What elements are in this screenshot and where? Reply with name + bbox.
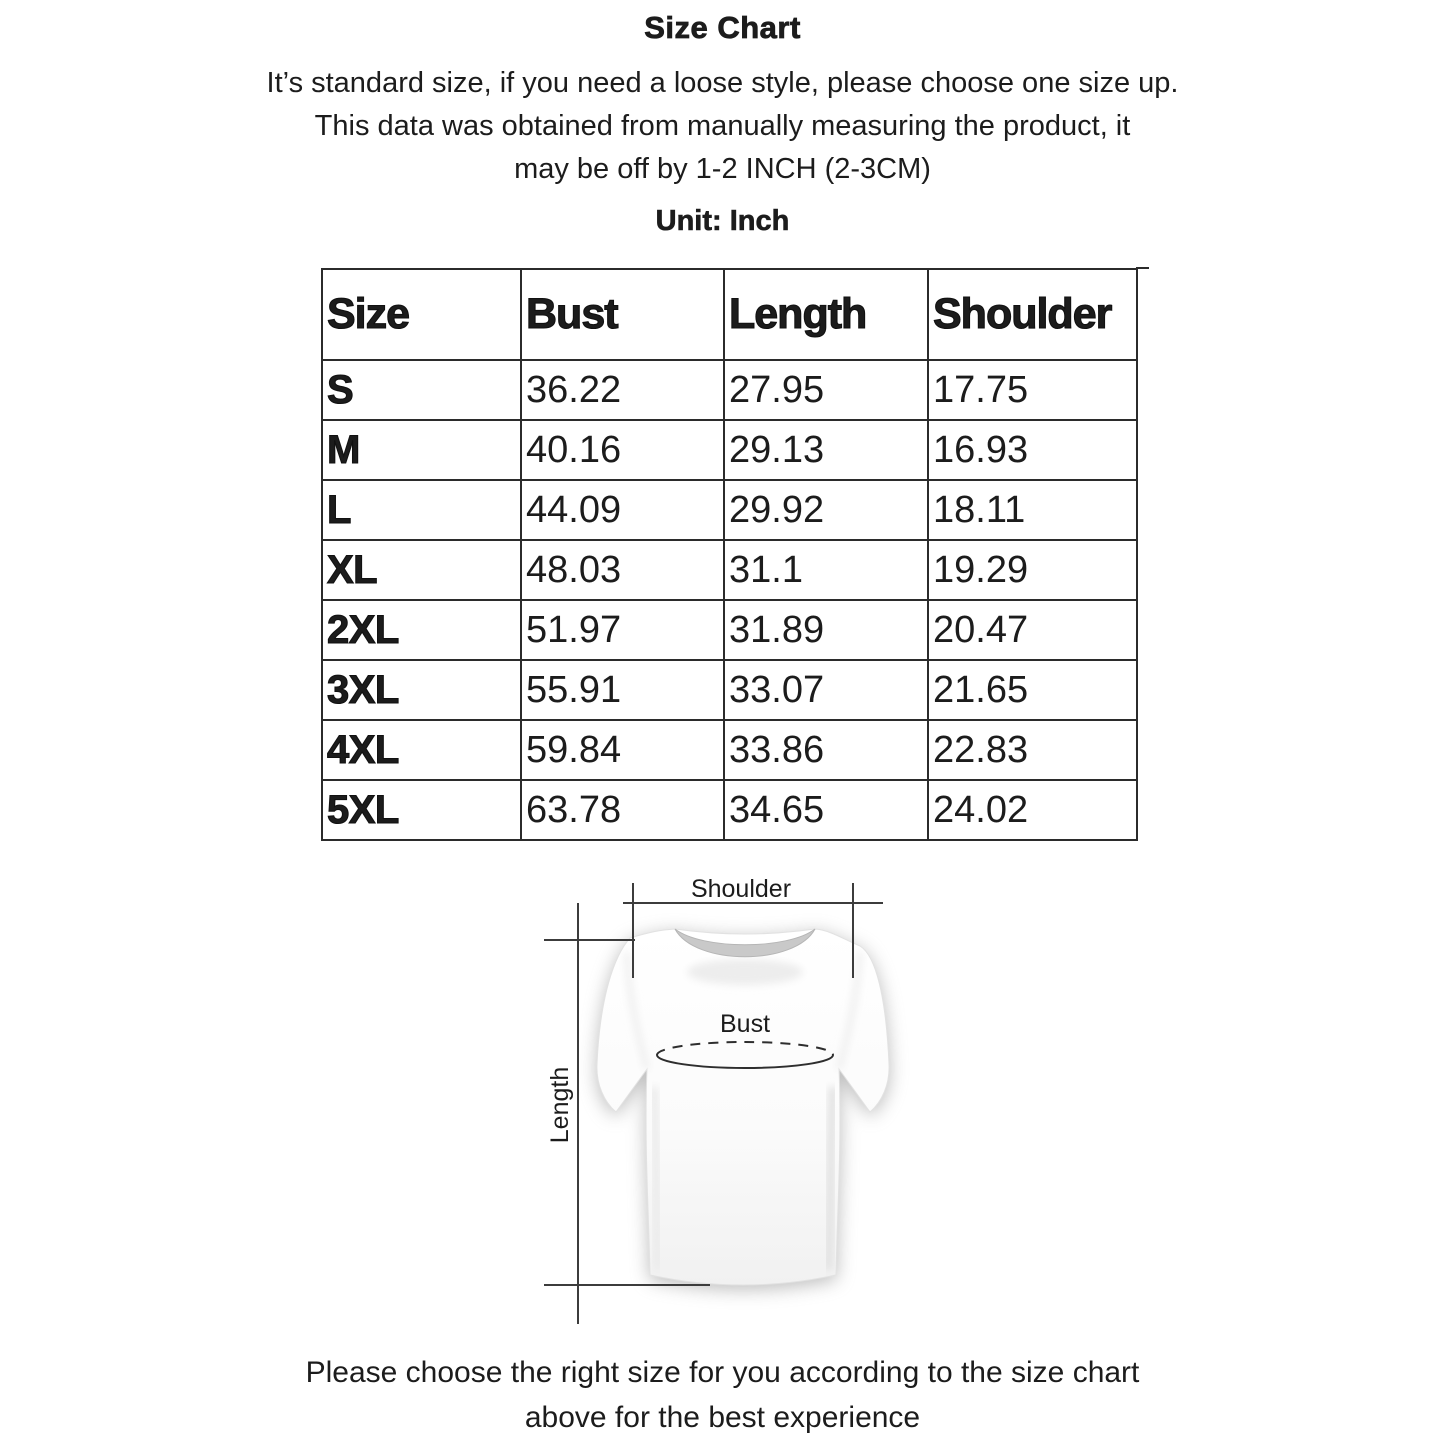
cell-length: 31.1 [724, 540, 928, 600]
tshirt-measurement-diagram [530, 872, 1000, 1338]
cell-bust: 55.91 [521, 660, 724, 720]
cell-shoulder: 19.29 [928, 540, 1137, 600]
cell-size: 3XL [322, 660, 521, 720]
table-row [322, 480, 1137, 540]
size-note [0, 62, 1445, 191]
bust-label: Bust [719, 1010, 771, 1038]
size-table [321, 268, 1138, 841]
cell-size: 2XL [322, 600, 521, 660]
cell-shoulder: 24.02 [928, 780, 1137, 840]
cell-size: XL [322, 540, 521, 600]
cell-bust: 59.84 [521, 720, 724, 780]
table-row [322, 420, 1137, 480]
cell-length: 27.95 [724, 360, 928, 420]
cell-size: 4XL [322, 720, 521, 780]
fold-shadow-left [654, 1087, 658, 1270]
table-row [322, 540, 1137, 600]
page-title: Size Chart [644, 10, 801, 45]
table-row [322, 720, 1137, 780]
column-header-size: Size [322, 269, 521, 360]
size-note-line: may be off by 1-2 INCH (2-3CM) [514, 153, 931, 185]
footer-note-line: Please choose the right size for you according to the size chart [305, 1356, 1140, 1389]
footer-note-line: above for the best experience [524, 1401, 921, 1434]
cell-shoulder: 18.11 [928, 480, 1137, 540]
cell-bust: 51.97 [521, 600, 724, 660]
column-header-shoulder: Shoulder [928, 269, 1137, 360]
cell-bust: 40.16 [521, 420, 724, 480]
cell-length: 31.89 [724, 600, 928, 660]
length-label: Length [546, 1066, 574, 1144]
cell-size: 5XL [322, 780, 521, 840]
cell-bust: 63.78 [521, 780, 724, 840]
size-note-line: It’s standard size, if you need a loose style, please choose one size up. [266, 67, 1179, 99]
cell-shoulder: 16.93 [928, 420, 1137, 480]
cell-shoulder: 17.75 [928, 360, 1137, 420]
footer-note [0, 1350, 1445, 1440]
table-row [322, 780, 1137, 840]
cell-size: M [322, 420, 521, 480]
shoulder-label: Shoulder [690, 875, 792, 903]
column-header-bust: Bust [521, 269, 724, 360]
cell-length: 34.65 [724, 780, 928, 840]
table-row [322, 600, 1137, 660]
cell-shoulder: 20.47 [928, 600, 1137, 660]
cell-bust: 44.09 [521, 480, 724, 540]
tshirt-graphic [597, 929, 889, 1285]
unit-label: Unit: Inch [655, 205, 790, 237]
table-row [322, 360, 1137, 420]
column-header-length: Length [724, 269, 928, 360]
size-note-line: This data was obtained from manually measuring the product, it [314, 110, 1131, 142]
cell-size: S [322, 360, 521, 420]
cell-shoulder: 22.83 [928, 720, 1137, 780]
cell-length: 33.86 [724, 720, 928, 780]
cell-bust: 48.03 [521, 540, 724, 600]
table-border-overhang [1136, 267, 1149, 269]
cell-length: 29.13 [724, 420, 928, 480]
cell-length: 33.07 [724, 660, 928, 720]
table-row [322, 660, 1137, 720]
fold-shadow-right [828, 1087, 833, 1270]
cell-bust: 36.22 [521, 360, 724, 420]
cell-length: 29.92 [724, 480, 928, 540]
cell-shoulder: 21.65 [928, 660, 1137, 720]
collar-shadow [687, 959, 803, 985]
table-header-row [322, 269, 1137, 360]
cell-size: L [322, 480, 521, 540]
